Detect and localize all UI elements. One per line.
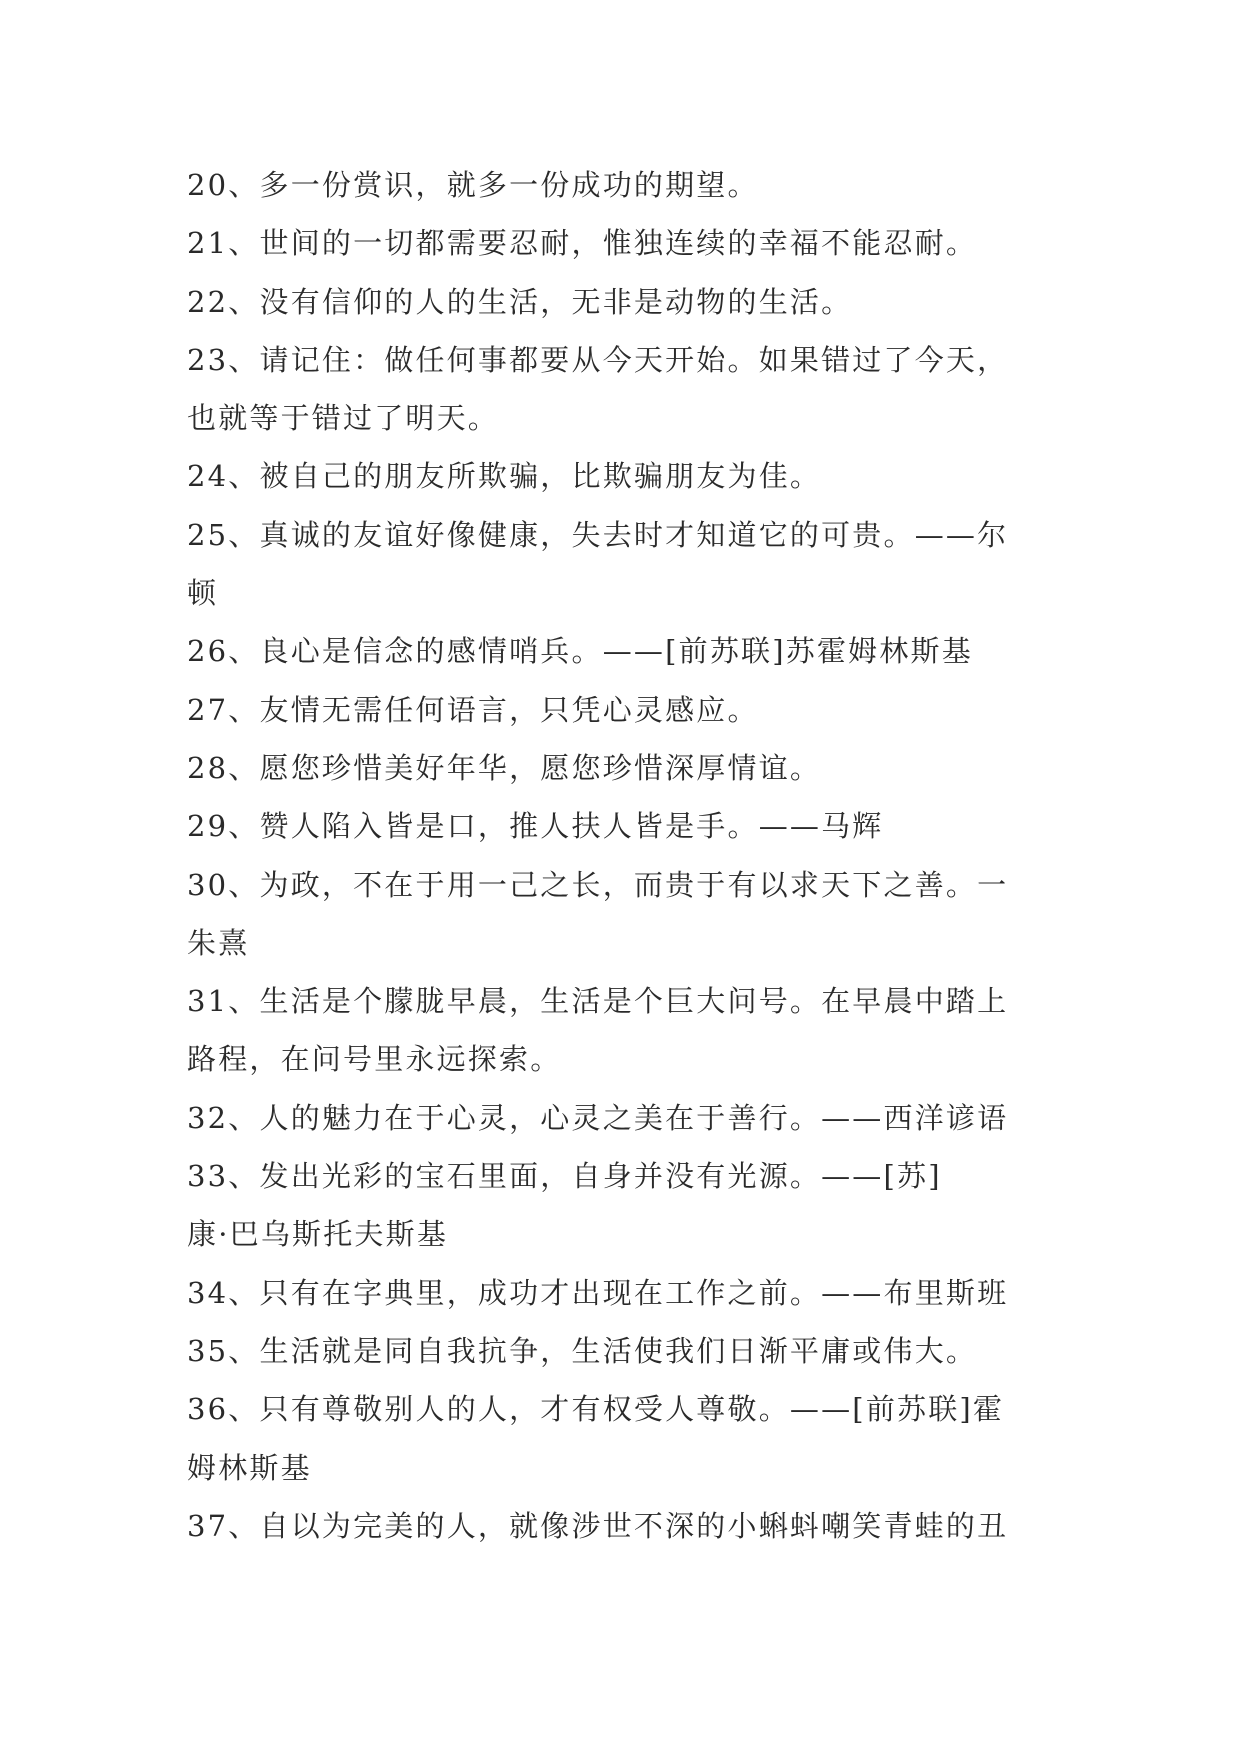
- text-line: 22、没有信仰的人的生活，无非是动物的生活。: [187, 284, 853, 319]
- text-line: 35、生活就是同自我抗争，生活使我们日渐平庸或伟大。: [187, 1333, 978, 1368]
- text-line: 也就等于错过了明天。: [187, 401, 500, 436]
- text-line: 30、为政，不在于用一己之长，而贵于有以求天下之善。一: [187, 867, 1009, 902]
- text-line: 27、友情无需任何语言，只凭心灵感应。: [187, 692, 759, 727]
- text-line: 23、请记住：做任何事都要从今天开始。如果错过了今天，: [187, 342, 1009, 377]
- text-line: 33、发出光彩的宝石里面，自身并没有光源。——[苏]: [187, 1159, 942, 1194]
- text-line: 姆林斯基: [187, 1450, 312, 1485]
- text-line: 37、自以为完美的人，就像涉世不深的小蝌蚪嘲笑青蛙的丑: [187, 1508, 1009, 1543]
- text-line: 32、人的魅力在于心灵，心灵之美在于善行。——西洋谚语: [187, 1100, 1009, 1135]
- text-line: 25、真诚的友谊好像健康，失去时才知道它的可贵。——尔: [187, 517, 1009, 552]
- text-line: 34、只有在字典里，成功才出现在工作之前。——布里斯班: [187, 1275, 1009, 1310]
- text-line: 顿: [187, 576, 219, 611]
- text-line: 康·巴乌斯托夫斯基: [187, 1217, 449, 1252]
- text-line: 31、生活是个朦胧早晨，生活是个巨大问号。在早晨中踏上: [187, 984, 1009, 1019]
- text-line: 24、被自己的朋友所欺骗，比欺骗朋友为佳。: [187, 459, 822, 494]
- text-line: 21、世间的一切都需要忍耐，惟独连续的幸福不能忍耐。: [187, 226, 978, 261]
- text-line: 朱熹: [187, 925, 250, 960]
- text-line: 28、愿您珍惜美好年华，愿您珍惜深厚情谊。: [187, 750, 822, 785]
- text-line: 29、赞人陷入皆是口，推人扶人皆是手。——马辉: [187, 809, 884, 844]
- text-line: 路程，在问号里永远探索。: [187, 1042, 562, 1077]
- text-line: 20、多一份赏识，就多一份成功的期望。: [187, 168, 759, 202]
- text-line: 36、只有尊敬别人的人，才有权受人尊敬。——[前苏联]霍: [187, 1392, 1005, 1427]
- text-line: 26、良心是信念的感情哨兵。——[前苏联]苏霍姆林斯基: [187, 634, 973, 669]
- document-body: [187, 156, 1067, 1555]
